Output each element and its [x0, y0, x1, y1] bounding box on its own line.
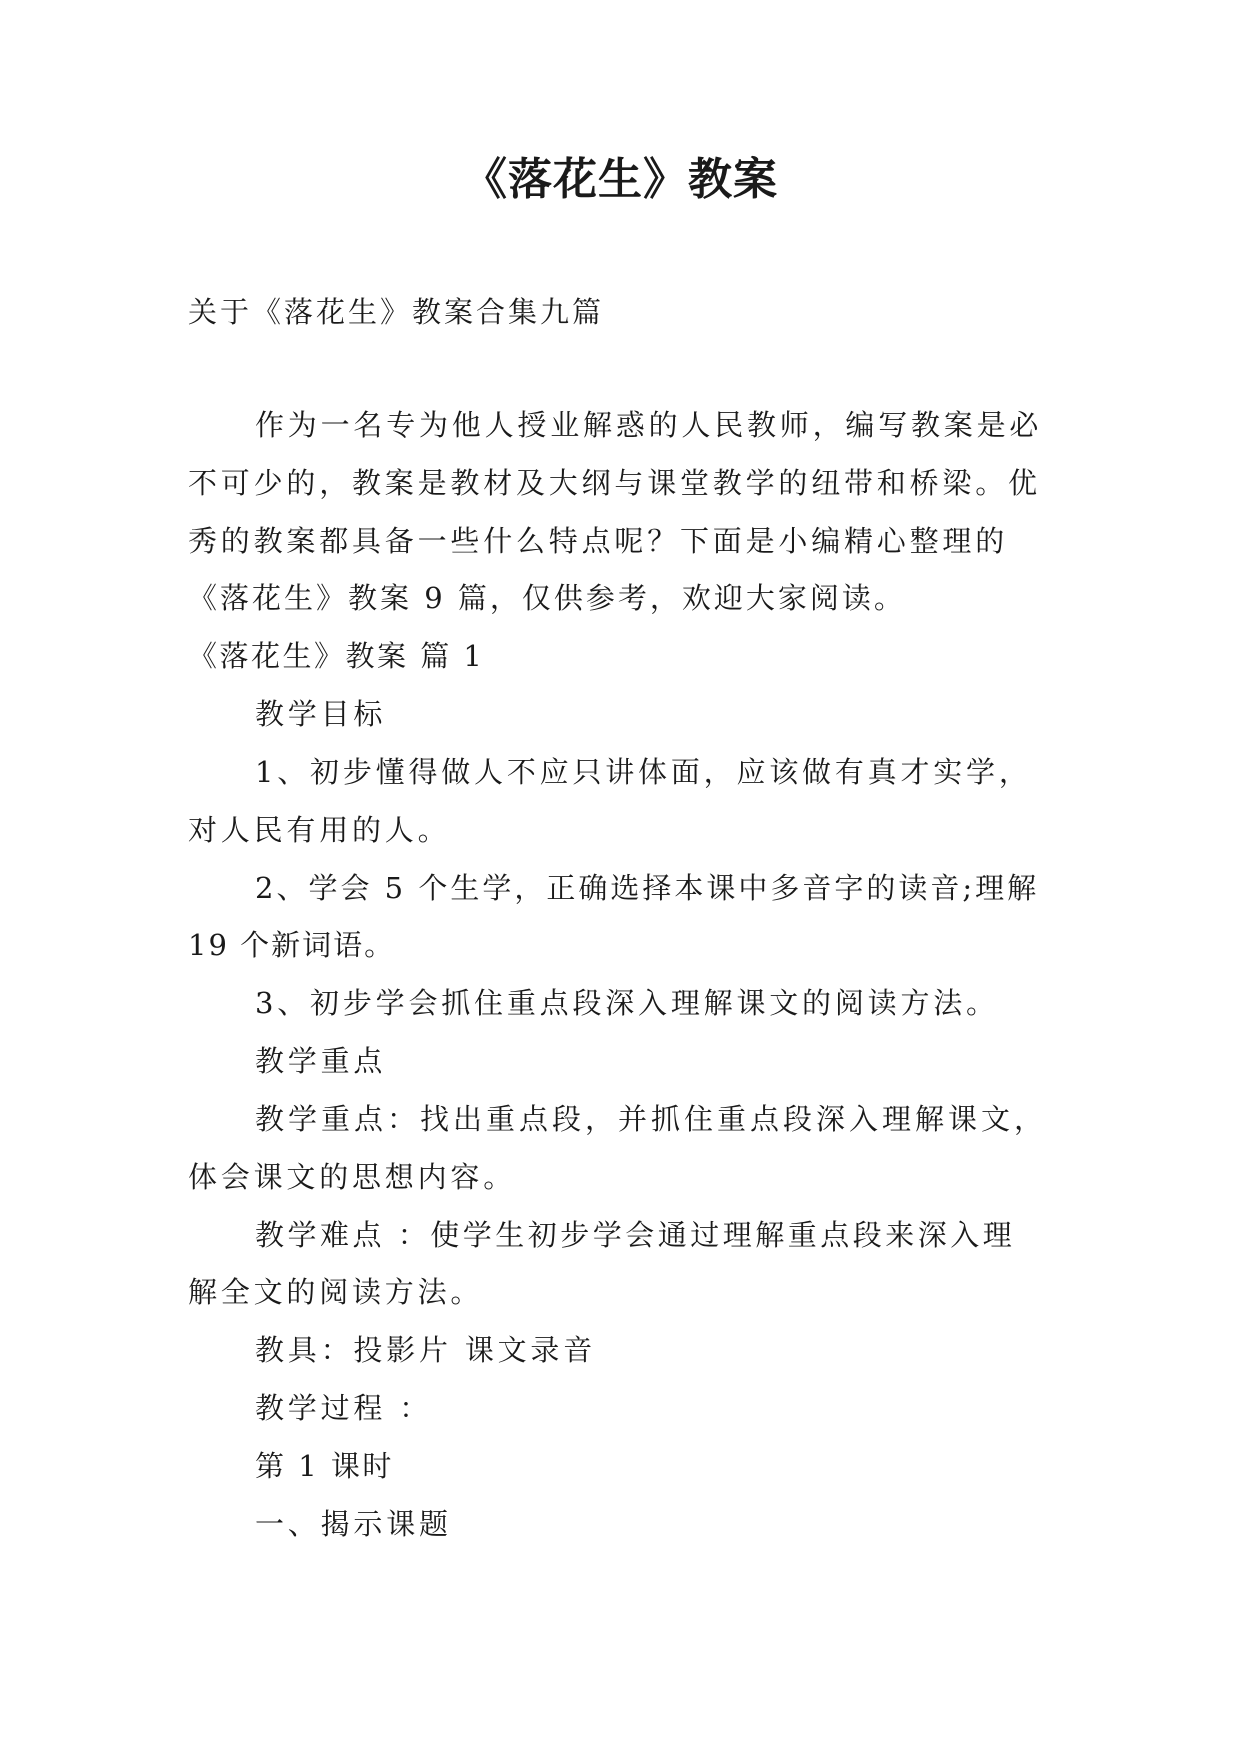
paragraph-line: 19 个新词语。 [188, 928, 396, 962]
document-subtitle: 关于《落花生》教案合集九篇 [188, 295, 605, 329]
paragraph-line: 教学重点 [255, 1044, 387, 1078]
paragraph-line: 1、初步懂得做人不应只讲体面，应该做有真才实学， [255, 755, 1032, 789]
paragraph-line: 2、学会 5 个生学，正确选择本课中多音字的读音;理解 [255, 871, 1040, 905]
paragraph-line: 3、初步学会抓住重点段深入理解课文的阅读方法。 [255, 986, 999, 1020]
document-title: 《落花生》教案 [463, 154, 778, 205]
paragraph-line: 第 1 课时 [255, 1449, 394, 1483]
paragraph-line: 作为一名专为他人授业解惑的人民教师，编写教案是必 [255, 408, 1043, 442]
paragraph-line: 一、揭示课题 [255, 1507, 452, 1541]
paragraph-line: 教学重点：找出重点段，并抓住重点段深入理解课文， [255, 1102, 1048, 1136]
paragraph-line: 教具：投影片 课文录音 [255, 1333, 597, 1367]
section-heading: 《落花生》教案 篇 1 [188, 639, 485, 673]
paragraph-line: 体会课文的思想内容。 [188, 1160, 517, 1194]
paragraph-line: 解全文的阅读方法。 [188, 1275, 484, 1309]
paragraph-line: 教学难点 ：使学生初步学会通过理解重点段来深入理 [255, 1218, 1016, 1252]
paragraph-line: 秀的教案都具备一些什么特点呢？下面是小编精心整理的 [188, 524, 1009, 558]
paragraph-line: 教学目标 [255, 697, 387, 731]
paragraph-line: 《落花生》教案 9 篇，仅供参考，欢迎大家阅读。 [188, 581, 906, 615]
paragraph-line: 教学过程 ： [255, 1391, 433, 1425]
paragraph-line: 对人民有用的人。 [188, 813, 451, 847]
paragraph-line: 不可少的，教案是教材及大纲与课堂教学的纽带和桥梁。优 [188, 466, 1041, 500]
